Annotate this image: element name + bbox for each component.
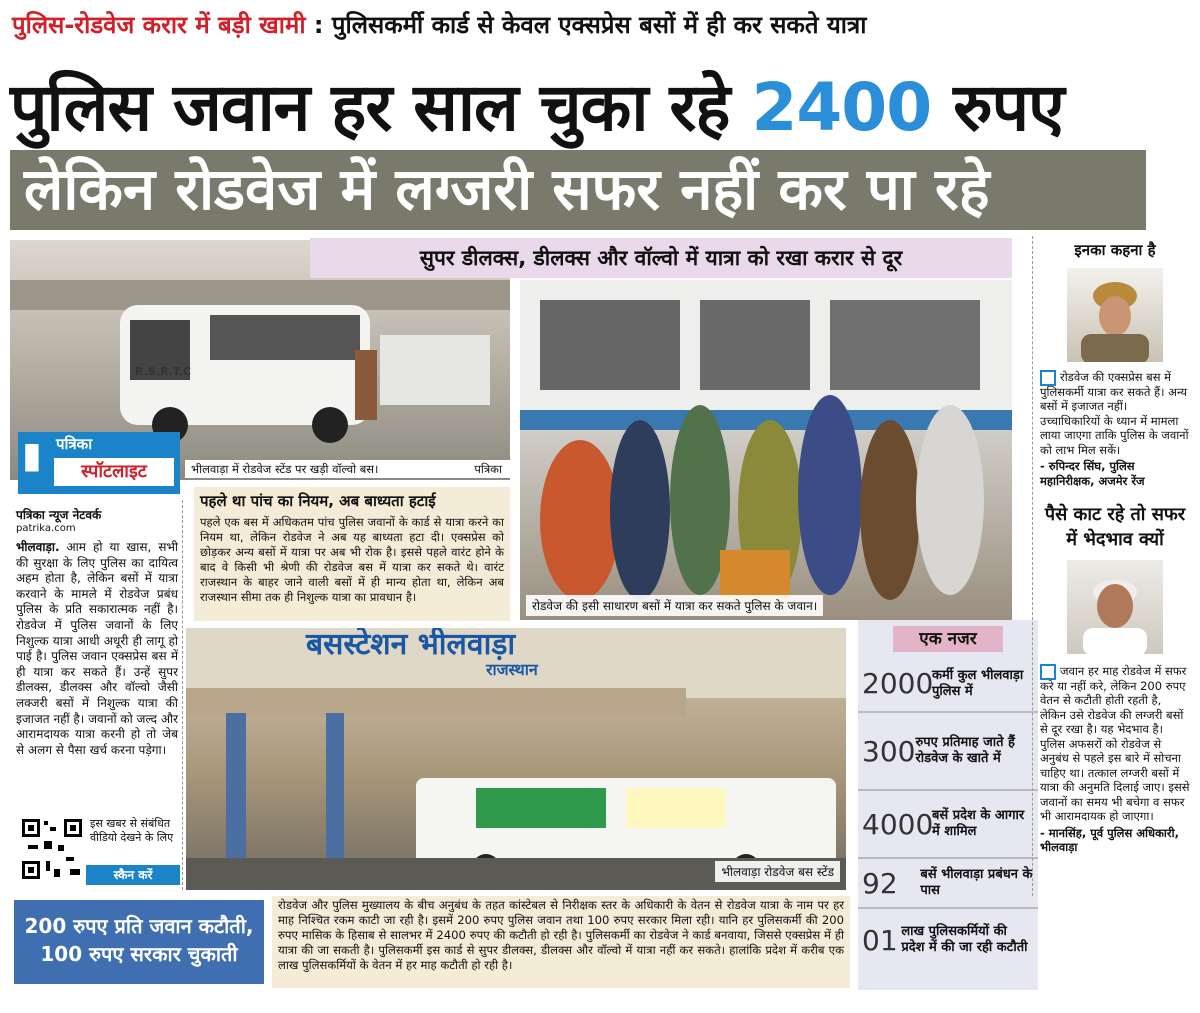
volvo-credit: पत्रिका — [474, 462, 502, 476]
kicker-black: पुलिसकर्मी कार्ड से केवल एक्सप्रेस बसों में ही कर सकते यात्रा — [331, 11, 867, 39]
left-column-divider — [182, 500, 183, 890]
volvo-caption: भीलवाड़ा में रोडवेज स्टेंड पर खड़ी वॉल्वो बस। — [191, 462, 379, 476]
quote1-block — [1040, 370, 1190, 488]
quote1-text: रोडवेज की एक्सप्रेस बस में पुलिसकर्मी यात्रा कर सकते हैं। अन्य बसों में इजाजत नहीं। उच्चाधिकारियों के ध्यान में मामला लाया जाएगा ताकि पुलिस के जवानों को लाभ मिल सकें। — [1040, 370, 1189, 457]
sidebar-divider — [1032, 236, 1033, 896]
nazar-row — [858, 859, 1038, 909]
ek-nazar-box — [858, 620, 1038, 990]
retired-officer-photo — [1067, 560, 1163, 654]
station-sign — [306, 628, 515, 663]
ek-nazar-title: एक नजर — [893, 626, 1003, 652]
nazar-text: रुपए प्रतिमाह जाते हैं रोडवेज के खाते में — [915, 735, 1015, 766]
bottom-story: रोडवेज और पुलिस मुख्यालय के बीच अनुबंध के तहत कांस्टेबल से निरीक्षक स्तर के अधिकारी के वेतन से रोडवेज यात्रा के नाम पर हर माह निश्चित रकम काटी जा रही है। इसमें 200 रुपए पुलिस जवान तथा 100 रुपए सरकार मिला रही। यानि हर पुलिसकर्मी की 200 रुपए मासिक के हिसाब से सालभर में 2400 रुपए की कटौती हो रही है। पुलिसकर्मी का रोडवेज ने कार्ड बनवाया, जिससे एक्सप्रेस में ही यात्रा की जा सकती है। पुलिसकर्मी इस कार्ड से सुपर डीलक्स, डीलक्स और वॉल्वो में यात्रा नहीं कर सकते। हालांकि प्रदेश में करीब एक लाख पुलिसकर्मियों के वेतन में हर माह कटौती हो रही है। — [272, 896, 850, 988]
rule-box-title: पहले था पांच का नियम, अब बाध्यता हटाई — [200, 492, 436, 510]
headline-part2: रुपए — [931, 69, 1064, 146]
nazar-text: बसें भीलवाड़ा प्रबंधन के पास — [920, 867, 1033, 898]
main-story-text: आम हो या खास, सभी की सुरक्षा के लिए पुलिस का दायित्व अहम होता है, लेकिन बसों में यात्रा करवाने के मामले में रोडवेज प्रबंध पुलिस के प्रति सकारात्मक नहीं है। रोडवेज में पुलिस जवानों के लिए निशुल्क यात्रा आधी अधूरी ही लागू हो पाई है। पुलिस जवान एक्सप्रेस बस में ही यात्रा कर सकते हैं। उन्हें सुपर डीलक्स, डीलक्स और वॉल्वो जैसी लक्जरी बसों में निशुल्क यात्रा की इजाजत नहीं है। जवानों को जल्द और आरामदायक यात्रा करनी हो तो जेब से अलग से पैसा खर्च करना पड़ेगा। — [16, 540, 179, 757]
spotlight-badge — [18, 432, 180, 494]
nazar-text: कर्मी कुल भीलवाड़ा पुलिस में — [932, 667, 1024, 699]
qr-cta: स्कैन करें — [86, 865, 180, 885]
headline-amount: 2400 — [751, 69, 932, 146]
passengers-caption: रोडवेज की इसी साधारण बसों में यात्रा कर सकते पुलिस के जवान। — [526, 595, 823, 616]
nazar-num: 2000 — [862, 667, 934, 700]
retired-officer-icon — [1067, 560, 1163, 654]
byline-site: patrika.com — [16, 523, 76, 534]
nazar-row — [858, 656, 1038, 713]
rule-box-text: पहले एक बस में अधिकतम पांच पुलिस जवानों के कार्ड से यात्रा करने का नियम था, लेकिन रोडवेज ने अब यह बाध्यता हटा दी। एक्सप्रेस को छोड़कर अन्य बसों में यात्रा पर अब भी रोक है। इससे पहले वारंट होने के बाद वे किसी भी श्रेणी की रोडवेज बस में यात्रा कर सकते थे। वारंट राजस्थान के बाहर जाने वाली बसों में ही मान्य होता था, लेकिन अब राजस्थान सीमा तक ही निशुल्क यात्रा का प्रावधान है। — [200, 515, 504, 604]
nazar-row — [858, 713, 1038, 791]
headline-part1: पुलिस जवान हर साल चुका रहे — [10, 69, 752, 146]
subheadline-bar: लेकिन रोडवेज में लग्जरी सफर नहीं कर पा रहे — [10, 150, 1146, 230]
quote2-title: पैसे काट रहे तो सफर में भेदभाव क्यों — [1044, 504, 1186, 550]
nazar-num: 01 — [862, 923, 898, 957]
deduction-box — [14, 900, 264, 984]
main-story — [16, 540, 178, 758]
nazar-num: 300 — [862, 734, 916, 768]
nazar-text: लाख पुलिसकर्मियों की प्रदेश में की जा रही कटौती — [901, 924, 1028, 955]
byline — [16, 506, 101, 534]
qr-text: इस खबर से संबंधित वीडियो देखने के लिए — [90, 817, 174, 844]
qr-code-icon — [20, 817, 84, 881]
sidebar — [1040, 236, 1190, 996]
spotlight-label: स्पॉटलाइट — [54, 458, 174, 486]
officer-icon — [1067, 268, 1163, 362]
kicker — [12, 8, 866, 41]
photo-bar-title: सुपर डीलक्स, डीलक्स और वॉल्वो में यात्रा को रखा करार से दूर — [310, 238, 1012, 278]
quote2-block — [1040, 664, 1190, 855]
volvo-caption-row — [185, 460, 510, 478]
passengers-illustration — [520, 280, 1012, 620]
police-officer-photo — [1067, 268, 1163, 362]
nazar-row — [858, 909, 1038, 971]
spotlight-icon: ▮ — [22, 435, 42, 476]
station-sign-text: बसस्टेशन भीलवाड़ा — [306, 628, 516, 662]
spotlight-brand: पत्रिका — [56, 435, 93, 453]
nazar-num: 4000 — [862, 807, 934, 841]
kicker-red: पुलिस-रोडवेज करार में बड़ी खामी — [12, 11, 306, 39]
quote-mark-icon — [1040, 664, 1056, 680]
nazar-num: 92 — [862, 866, 898, 900]
kicker-sep: : — [305, 11, 332, 39]
quote2-attr: - मानसिंह, पूर्व पुलिस अधिकारी, भीलवाड़ा — [1040, 825, 1179, 854]
byline-network: पत्रिका न्यूज नेटवर्क — [16, 508, 102, 522]
nazar-text: बसें प्रदेश के आगार में शामिल — [932, 808, 1025, 839]
nazar-row — [858, 791, 1038, 859]
headline — [10, 60, 1064, 150]
passengers-photo — [520, 280, 1012, 620]
dateline: भीलवाड़ा. — [16, 540, 60, 554]
bus-station-photo — [186, 628, 846, 890]
quote-mark-icon — [1040, 370, 1056, 386]
qr-block — [18, 815, 180, 885]
station-sub: राजस्थान — [486, 660, 538, 679]
rule-box — [194, 487, 510, 621]
quote1-title: इनका कहना है — [1074, 241, 1156, 259]
quote2-text: जवान हर माह रोडवेज में सफर करे या नहीं करे, लेकिन 200 रुपए वेतन से कटौती होती रहती है, लेकिन उसे रोडवेज की लग्जरी बसों से दूर रखा है। यह भेदभाव है। पुलिस अफसरों को रोडवेज से अनुबंध से पहले इस बारे में सोचना चाहिए था। तत्काल लग्जरी बसों में यात्रा की अनुमति दिलाई जाए। इससे जवानों का समय भी बचेगा व सफर भी आरामदायक हो जाएगा। — [1040, 664, 1190, 823]
deduction-line1: 200 रुपए प्रति जवान कटौती, — [24, 914, 254, 938]
quote1-attr: - रुपिन्दर सिंघ, पुलिस महानिरीक्षक, अजमेर रेंज — [1040, 459, 1145, 488]
bus-label: R.S.R.T.C — [135, 365, 191, 378]
deduction-line2: 100 रुपए सरकार चुकाती — [40, 942, 238, 966]
station-caption: भीलवाड़ा रोडवेज बस स्टेंड — [715, 861, 840, 882]
